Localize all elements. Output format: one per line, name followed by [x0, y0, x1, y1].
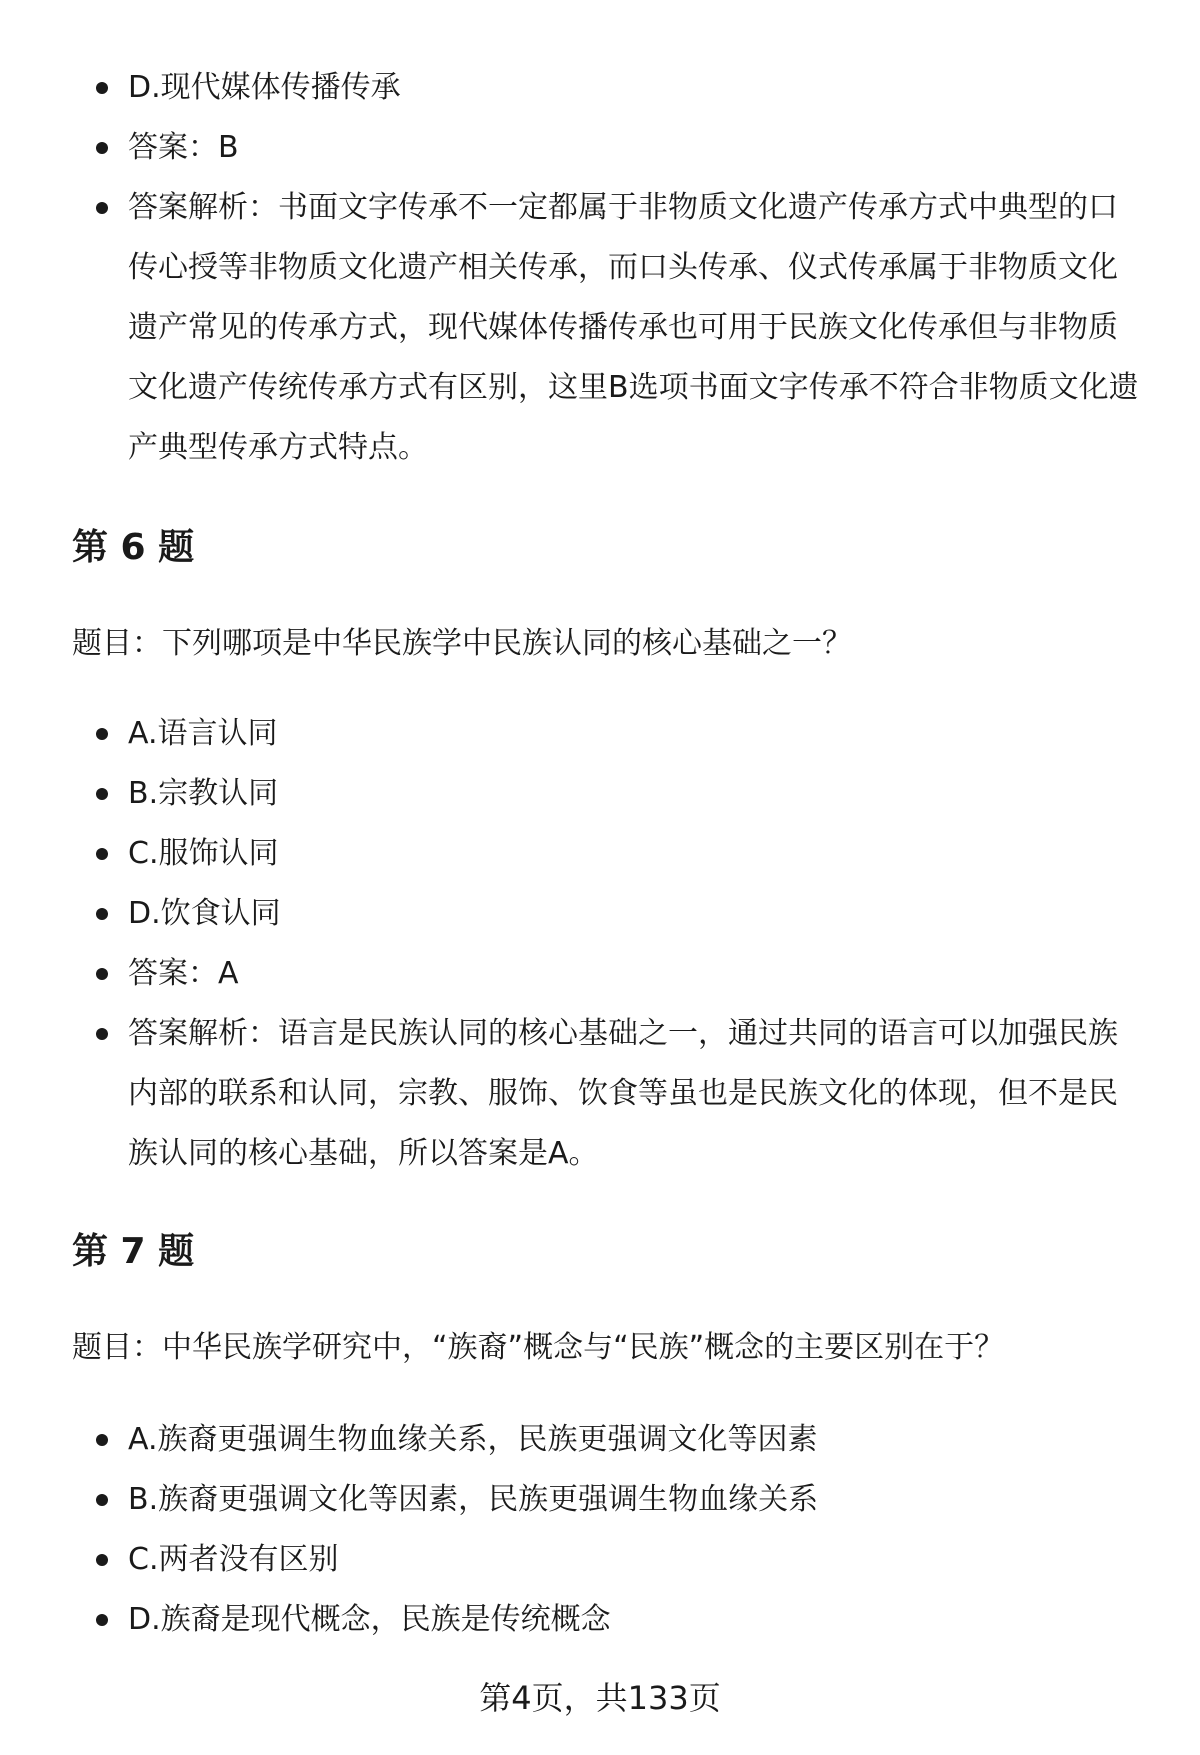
question-7-options	[0, 1410, 1200, 1650]
list-item	[0, 1530, 1200, 1590]
explanation-text: 答案解析：语言是民族认同的核心基础之一，通过共同的语言可以加强民族内部的联系和认同，宗教、服饰、饮食等虽也是民族文化的体现，但不是民族认同的核心基础，所以答案是A。	[128, 1016, 1118, 1171]
option-a-text: A.语言认同	[128, 716, 278, 751]
question-7-heading: 第 7 题	[72, 1231, 195, 1272]
list-item	[0, 884, 1200, 944]
list-item	[0, 118, 1200, 178]
list-item	[0, 58, 1200, 118]
option-d-text: D.饮食认同	[128, 896, 281, 931]
bullet-icon	[96, 142, 108, 154]
option-d-text: D.现代媒体传播传承	[128, 70, 401, 105]
list-item	[0, 1410, 1200, 1470]
list-item	[0, 1004, 1200, 1184]
bullet-icon	[96, 788, 108, 800]
bullet-icon	[96, 1028, 108, 1040]
question-6-options	[0, 704, 1200, 1184]
prev-question-options	[0, 58, 1200, 478]
list-item	[0, 944, 1200, 1004]
bullet-icon	[96, 848, 108, 860]
answer-text: 答案：A	[128, 956, 239, 991]
bullet-icon	[96, 82, 108, 94]
bullet-icon	[96, 1434, 108, 1446]
option-b-text: B.宗教认同	[128, 776, 279, 811]
bullet-icon	[96, 1614, 108, 1626]
list-item	[0, 704, 1200, 764]
question-6-text: 题目：下列哪项是中华民族学中民族认同的核心基础之一？	[72, 626, 852, 661]
list-item	[0, 1590, 1200, 1650]
bullet-icon	[96, 968, 108, 980]
list-item	[0, 764, 1200, 824]
option-d-text: D.族裔是现代概念，民族是传统概念	[128, 1602, 611, 1637]
question-6-heading: 第 6 题	[72, 527, 195, 568]
list-item	[0, 824, 1200, 884]
bullet-icon	[96, 728, 108, 740]
list-item	[0, 178, 1200, 478]
bullet-icon	[96, 202, 108, 214]
option-c-text: C.服饰认同	[128, 836, 279, 871]
list-item	[0, 1470, 1200, 1530]
option-a-text: A.族裔更强调生物血缘关系，民族更强调文化等因素	[128, 1422, 818, 1457]
answer-text: 答案：B	[128, 130, 239, 165]
option-b-text: B.族裔更强调文化等因素，民族更强调生物血缘关系	[128, 1482, 819, 1517]
explanation-text: 答案解析：书面文字传承不一定都属于非物质文化遗产传承方式中典型的口传心授等非物质文化遗产相关传承，而口头传承、仪式传承属于非物质文化遗产常见的传承方式，现代媒体传播传承也可用于民族文化传承但与非物质文化遗产传统传承方式有区别，这里B选项书面文字传承不符合非物质文化遗产典型传承方式特点。	[128, 190, 1139, 465]
page-number: 第4页，共133页	[479, 1679, 721, 1717]
option-c-text: C.两者没有区别	[128, 1542, 339, 1577]
question-7-text: 题目：中华民族学研究中，“族裔”概念与“民族”概念的主要区别在于？	[72, 1330, 1005, 1365]
bullet-icon	[96, 1494, 108, 1506]
bullet-icon	[96, 1554, 108, 1566]
bullet-icon	[96, 908, 108, 920]
